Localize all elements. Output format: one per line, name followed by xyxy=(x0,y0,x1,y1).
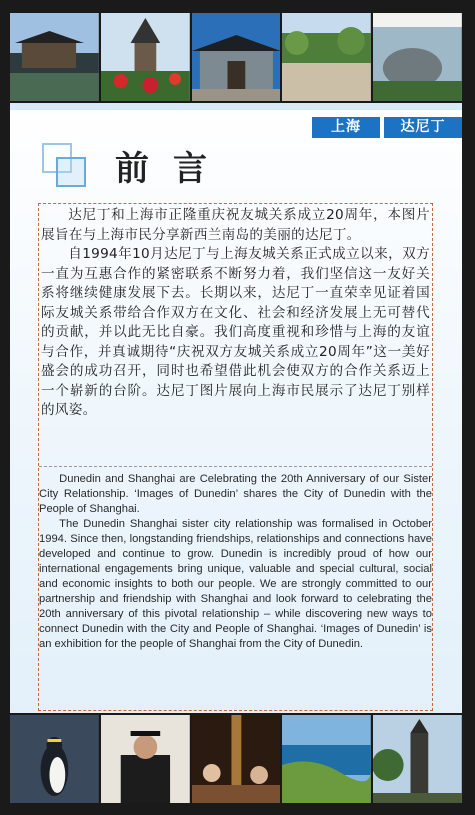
decorative-square-filled xyxy=(56,157,86,187)
coastal-peninsula-photo xyxy=(282,715,371,803)
chinese-text-block xyxy=(39,204,432,421)
english-paragraph-2: The Dunedin Shanghai sister city relationship was formalised in October 1994. Since then, longstanding friendships, relationships and connections have developed and continue to grow. Dunedin is incredibly proud of how our international engagements bring unique, valuable and special cultural, social and economic insights to both our people. We are strongly committed to our partnership and friendship with Shanghai and look forward to celebrating the 20th anniversary of this pivotal relationship – while discovering new ways to connect Dunedin with the City and People of Shanghai. ‘Images of Dunedin’ is an exhibition for the people of Shanghai from the City of Dunedin. xyxy=(39,518,432,650)
chinese-pavilion-photo xyxy=(10,13,99,101)
tab-shanghai: 上海 xyxy=(312,117,380,138)
tab-dunedin: 达尼丁 xyxy=(384,117,462,138)
historic-tower-photo xyxy=(373,715,462,803)
penguin-photo xyxy=(10,715,99,803)
chinese-paragraph-1: 达尼丁和上海市正隆重庆祝友城关系成立20周年，本图片展旨在与上海市民分享新西兰南岛的美丽的达尼丁。 xyxy=(41,207,430,243)
top-photo-strip xyxy=(10,13,462,101)
city-plaza-trees-photo xyxy=(282,13,371,101)
text-frame xyxy=(38,203,433,711)
content-panel xyxy=(10,103,462,713)
city-tabs xyxy=(312,117,462,138)
page-title: 前言 xyxy=(115,149,231,189)
graduates-photo xyxy=(101,715,190,803)
english-paragraph-1: Dunedin and Shanghai are Celebrating the 20th Anniversary of our Sister City Relationship. ‘Images of Dunedin’ shares the City of Dunedin with the People of Shanghai. xyxy=(39,473,432,515)
temple-gate-photo xyxy=(192,13,281,101)
header-stripe xyxy=(10,103,462,110)
section-divider xyxy=(39,466,432,467)
chinese-paragraph-2: 自1994年10月达尼丁与上海友城关系正式成立以来，双方一直为互惠合作的紧密联系不断努力着，我们坚信这一友好关系将继续健康发展下去。长期以来，达尼丁一直荣幸见证着国际友城关系带给合作双方在文化、社会和经济发展上无可替代的贡献，并以此无比自豪。我们高度重视和珍惜与上海的友谊与合作，并真诚期待“庆祝双方友城关系成立20周年”这一美好盛会的成功召开，同时也希望借此机会使双方的合作关系迈上一个崭新的台阶。达尼丁图片展向上海市民展示了达尼丁别样的风姿。 xyxy=(41,246,430,418)
bottom-photo-strip xyxy=(10,715,462,803)
garden-rocks-photo xyxy=(373,13,462,101)
musicians-crowd-photo xyxy=(192,715,281,803)
english-text-block xyxy=(39,472,432,652)
red-flowers-garden-photo xyxy=(101,13,190,101)
